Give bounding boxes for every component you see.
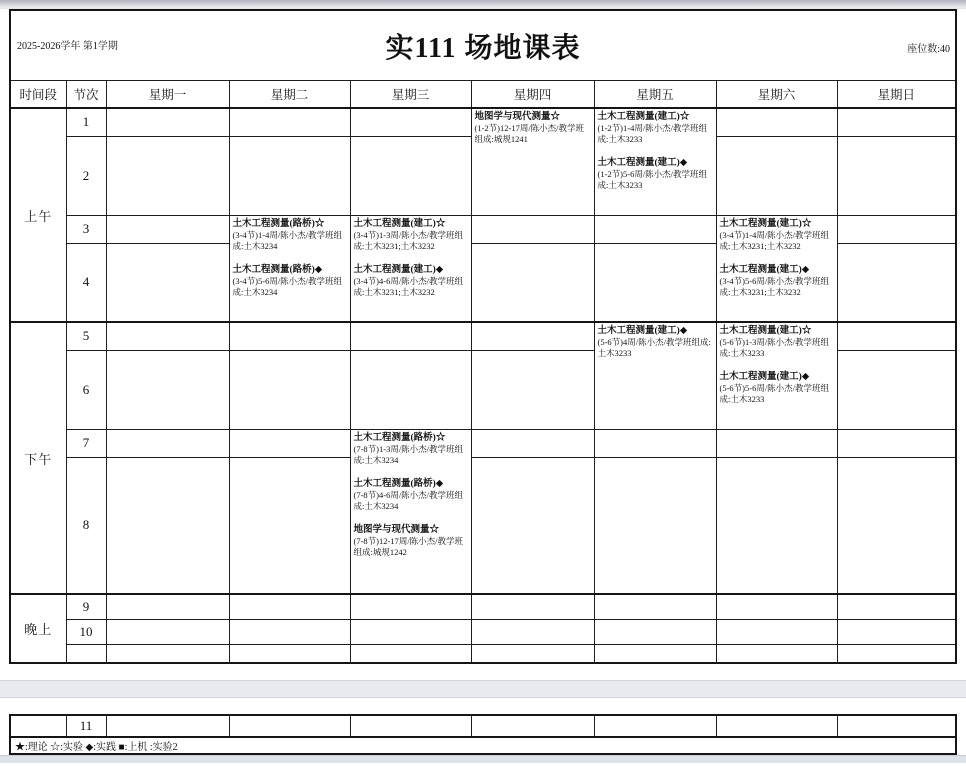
timetable-page-1 xyxy=(9,9,957,664)
cell-sat-p10 xyxy=(716,619,837,644)
cell-thu-p6 xyxy=(471,350,594,429)
period-label-11: 11 xyxy=(66,715,106,737)
course-title: 地图学与现代测量☆ xyxy=(353,524,440,535)
course-title: 土木工程测量(路桥)◆ xyxy=(353,478,444,489)
course-detail: (3-4节)5-6周/陈小杰/教学班组成:土木3231;土木3232 xyxy=(719,275,830,297)
col-header-friday: 星期五 xyxy=(594,80,716,108)
course-detail: (3-4节)4-6周/陈小杰/教学班组成:土木3231;土木3232 xyxy=(353,275,464,297)
cell-fri-p10 xyxy=(594,619,716,644)
course-detail: (7-8节)12-17周/陈小杰/教学班组成:城规1242 xyxy=(353,535,464,557)
course-detail: (3-4节)1-4周/陈小杰/教学班组成:土木3231;土木3232 xyxy=(719,229,830,251)
course-detail: (1-2节)5-6周/陈小杰/教学班组成:土木3233 xyxy=(597,169,708,190)
cell-tue-p3-4 xyxy=(229,215,350,322)
cell-fri-p9 xyxy=(594,594,716,619)
cell-fri-p3 xyxy=(594,215,716,243)
col-header-thursday: 星期四 xyxy=(471,80,594,108)
cell-wed-blank xyxy=(350,644,471,663)
course-title: 土木工程测量(建工)◆ xyxy=(597,158,688,168)
course-entry xyxy=(233,218,347,252)
course-detail: (1-2节)1-4周/陈小杰/教学班组成:土木3233 xyxy=(597,123,708,144)
window-bottom-edge xyxy=(0,755,966,763)
cell-mon-p10 xyxy=(106,619,229,644)
course-title: 土木工程测量(建工)☆ xyxy=(719,326,812,336)
course-entry xyxy=(598,111,713,145)
course-title: 土木工程测量(建工)☆ xyxy=(597,112,690,122)
course-detail: (5-6节)5-6周/陈小杰/教学班组成:土木3233 xyxy=(719,383,830,404)
period-label-1: 1 xyxy=(66,108,106,136)
period-label-6: 6 xyxy=(66,350,106,429)
cell-wed-p5 xyxy=(350,322,471,350)
cell-sat-p8 xyxy=(716,457,837,594)
timetable-page-2 xyxy=(9,714,957,755)
cell-fri-p7 xyxy=(594,429,716,457)
course-detail: (5-6节)4周/陈小杰/教学班组成:土木3233 xyxy=(597,337,711,358)
cell-tue-p10 xyxy=(229,619,350,644)
cell-sat-p5-6 xyxy=(716,322,837,429)
seat-count-label: 座位数:40 xyxy=(907,44,951,55)
course-entry xyxy=(720,325,834,359)
course-entry xyxy=(354,478,468,512)
course-title: 地图学与现代测量☆ xyxy=(474,112,561,122)
cell-wed-p11 xyxy=(350,715,471,737)
course-title: 土木工程测量(建工)◆ xyxy=(353,264,444,275)
cell-tue-blank xyxy=(229,644,350,663)
course-detail: (7-8节)4-6周/陈小杰/教学班组成:土木3234 xyxy=(353,489,464,511)
cell-mon-p11 xyxy=(106,715,229,737)
time-section-evening: 晚上 xyxy=(10,594,66,663)
col-header-sunday: 星期日 xyxy=(837,80,956,108)
cell-fri-p8 xyxy=(594,457,716,594)
period-label-2: 2 xyxy=(66,136,106,215)
cell-mon-p5 xyxy=(106,322,229,350)
cell-sat-p3-4 xyxy=(716,215,837,322)
cell-thu-p4 xyxy=(471,243,594,322)
cell-wed-p3-4 xyxy=(350,215,471,322)
legend-row: ★:理论 ☆:实验 ◆:实践 ■:上机 :实验2 xyxy=(10,737,956,754)
course-entry xyxy=(354,432,468,466)
cell-wed-p2 xyxy=(350,136,471,215)
course-entry xyxy=(598,157,713,191)
period-label-10: 10 xyxy=(66,619,106,644)
cell-wed-p1 xyxy=(350,108,471,136)
course-detail: (7-8节)1-3周/陈小杰/教学班组成:土木3234 xyxy=(353,443,464,465)
period-label-9: 9 xyxy=(66,594,106,619)
cell-sun-blank xyxy=(837,644,956,663)
cell-thu-p11 xyxy=(471,715,594,737)
course-entry xyxy=(720,371,834,405)
cell-tue-p1 xyxy=(229,108,350,136)
cell-sun-p1 xyxy=(837,108,956,136)
course-detail: (5-6节)1-3周/陈小杰/教学班组成:土木3233 xyxy=(719,337,830,358)
window-top-edge xyxy=(0,0,966,9)
period-label-7: 7 xyxy=(66,429,106,457)
course-title: 土木工程测量(路桥)☆ xyxy=(353,432,446,443)
cell-sun-p6 xyxy=(837,350,956,429)
title-band xyxy=(10,10,956,80)
period-label-3: 3 xyxy=(66,215,106,243)
course-detail: (1-2节)12-17周/陈小杰/教学班组成:城规1241 xyxy=(474,123,585,144)
semester-label: 2025-2026学年 第1学期 xyxy=(17,41,118,52)
cell-fri-p11 xyxy=(594,715,716,737)
period-label-5: 5 xyxy=(66,322,106,350)
course-detail: (3-4节)1-4周/陈小杰/教学班组成:土木3234 xyxy=(232,229,343,251)
course-title: 土木工程测量(建工)◆ xyxy=(597,326,688,336)
cell-tue-p11 xyxy=(229,715,350,737)
cell-wed-p7-8 xyxy=(350,429,471,594)
cell-mon-blank xyxy=(106,644,229,663)
cell-wed-p9 xyxy=(350,594,471,619)
course-title: 土木工程测量(建工)☆ xyxy=(353,218,446,229)
cell-thu-blank xyxy=(471,644,594,663)
course-title: 土木工程测量(建工)◆ xyxy=(719,264,810,275)
cell-wed-p10 xyxy=(350,619,471,644)
page-margin xyxy=(0,698,966,714)
page-separator-band xyxy=(0,680,966,698)
course-title: 土木工程测量(路桥)☆ xyxy=(232,218,325,229)
page-margin xyxy=(0,664,966,680)
cell-sun-p7 xyxy=(837,429,956,457)
cell-fri-p5-6 xyxy=(594,322,716,429)
cell-mon-p7 xyxy=(106,429,229,457)
cell-sun-p4 xyxy=(837,243,956,322)
cell-sat-p1 xyxy=(716,108,837,136)
course-entry xyxy=(475,111,591,145)
cell-sun-p9 xyxy=(837,594,956,619)
col-header-time-section: 时间段 xyxy=(10,80,66,108)
cell-thu-p10 xyxy=(471,619,594,644)
cell-thu-p5 xyxy=(471,322,594,350)
cell-mon-p2 xyxy=(106,136,229,215)
cell-tue-p7 xyxy=(229,429,350,457)
course-detail: (3-4节)5-6周/陈小杰/教学班组成:土木3234 xyxy=(232,275,343,297)
cell-mon-p8 xyxy=(106,457,229,594)
cell-sat-p11 xyxy=(716,715,837,737)
course-title: 土木工程测量(建工)◆ xyxy=(719,372,810,382)
course-title: 土木工程测量(路桥)◆ xyxy=(232,264,323,275)
course-entry xyxy=(354,524,468,558)
cell-mon-p6 xyxy=(106,350,229,429)
cell-mon-p9 xyxy=(106,594,229,619)
time-section-afternoon: 下午 xyxy=(10,322,66,594)
cell-fri-p4 xyxy=(594,243,716,322)
cell-mon-p1 xyxy=(106,108,229,136)
cell-thu-p3 xyxy=(471,215,594,243)
cell-sun-p5 xyxy=(837,322,956,350)
page-title: 实111 场地课表 xyxy=(385,33,581,64)
cell-sun-p8 xyxy=(837,457,956,594)
course-entry xyxy=(354,264,468,298)
cell-sun-p10 xyxy=(837,619,956,644)
cell-thu-p7 xyxy=(471,429,594,457)
col-header-saturday: 星期六 xyxy=(716,80,837,108)
cell-sat-p7 xyxy=(716,429,837,457)
course-entry xyxy=(720,264,834,298)
period-label-8: 8 xyxy=(66,457,106,594)
cell-fri-blank xyxy=(594,644,716,663)
course-title: 土木工程测量(建工)☆ xyxy=(719,218,812,229)
cell-sun-p11 xyxy=(837,715,956,737)
cell-sun-p3 xyxy=(837,215,956,243)
cell-thu-p1-2 xyxy=(471,108,594,215)
cell-sat-p9 xyxy=(716,594,837,619)
col-header-monday: 星期一 xyxy=(106,80,229,108)
cell-thu-p8 xyxy=(471,457,594,594)
cell-sat-blank xyxy=(716,644,837,663)
cell-tue-p8 xyxy=(229,457,350,594)
course-detail: (3-4节)1-3周/陈小杰/教学班组成:土木3231;土木3232 xyxy=(353,229,464,251)
cell-fri-p1-2 xyxy=(594,108,716,215)
course-entry xyxy=(720,218,834,252)
period-label-blank xyxy=(66,644,106,663)
cell-tue-p2 xyxy=(229,136,350,215)
period-label-4: 4 xyxy=(66,243,106,322)
course-entry xyxy=(233,264,347,298)
col-header-period: 节次 xyxy=(66,80,106,108)
cell-tue-p5 xyxy=(229,322,350,350)
cell-wed-p6 xyxy=(350,350,471,429)
cell-sat-p2 xyxy=(716,136,837,215)
course-entry xyxy=(354,218,468,252)
cell-tue-p9 xyxy=(229,594,350,619)
cell-mon-p3 xyxy=(106,215,229,243)
col-header-wednesday: 星期三 xyxy=(350,80,471,108)
cell-mon-p4 xyxy=(106,243,229,322)
cell-thu-p9 xyxy=(471,594,594,619)
course-entry xyxy=(598,325,713,359)
cell-tue-p6 xyxy=(229,350,350,429)
cell-sun-p2 xyxy=(837,136,956,215)
col-header-tuesday: 星期二 xyxy=(229,80,350,108)
time-section-morning: 上午 xyxy=(10,108,66,322)
time-section-blank xyxy=(10,715,66,737)
